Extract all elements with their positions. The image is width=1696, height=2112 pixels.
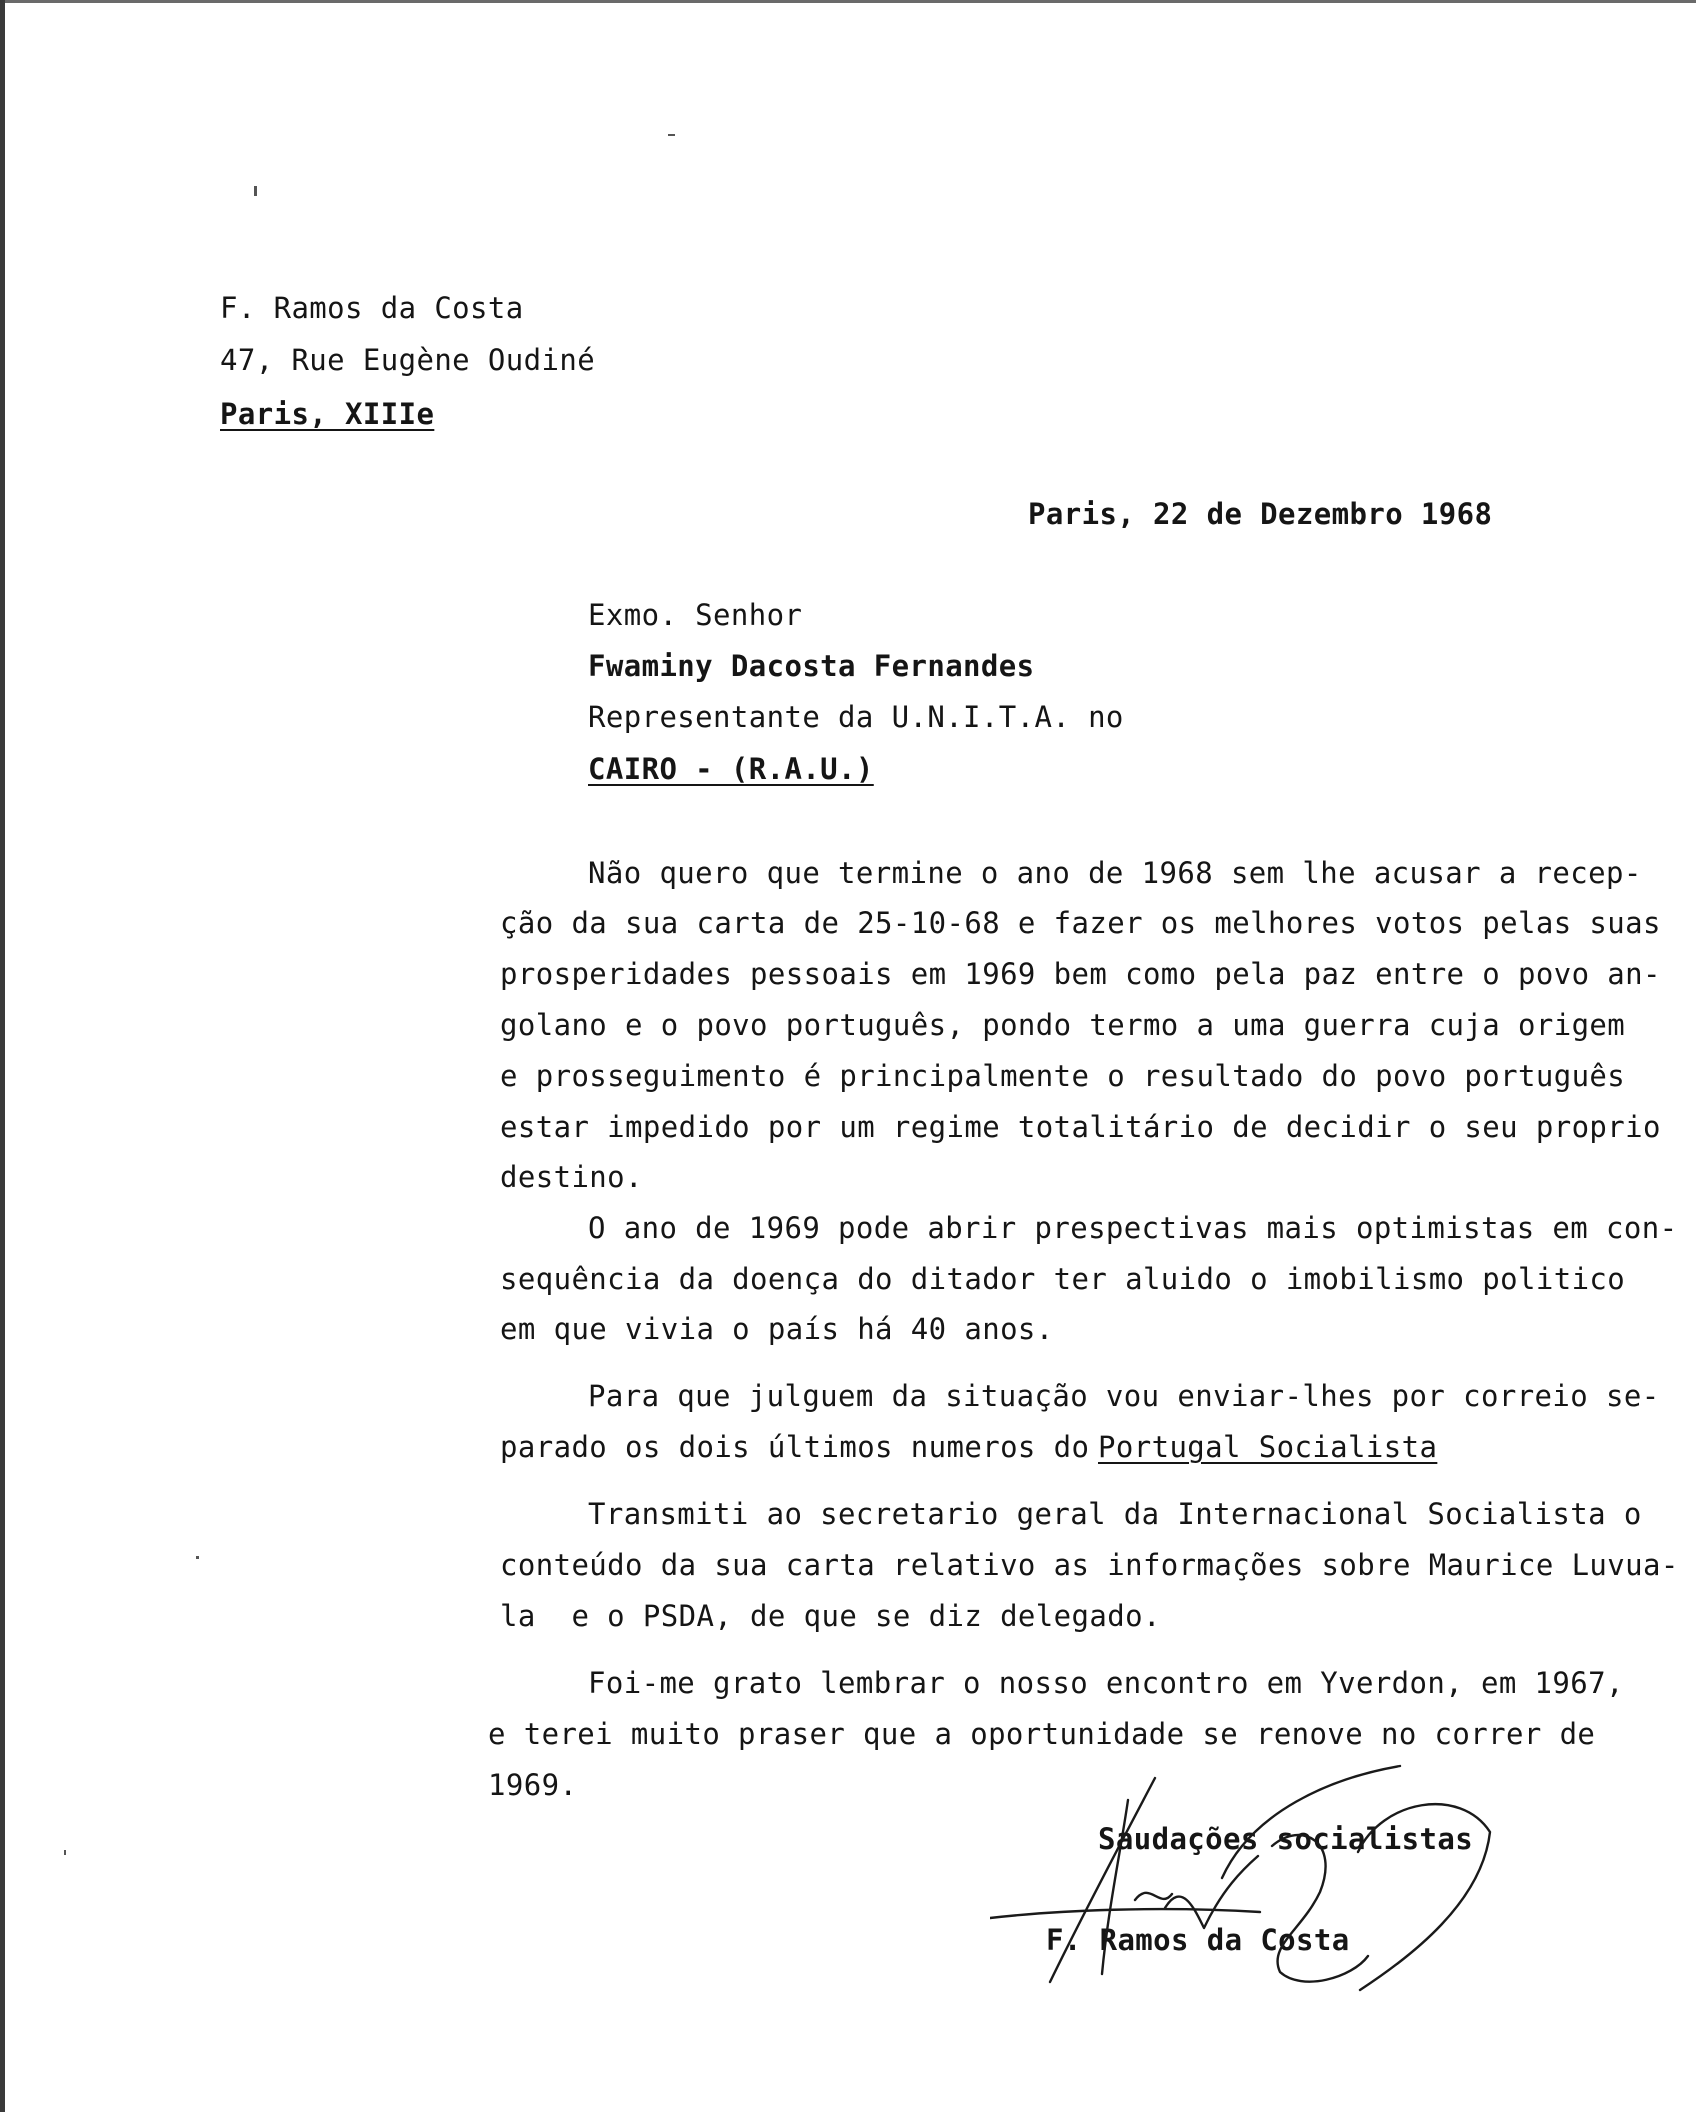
body-line: destino. (500, 1160, 643, 1194)
closing-line: Saudações socialistas (1098, 1822, 1474, 1856)
body-line: parado os dois últimos numeros do (500, 1430, 1090, 1464)
body-line: em que vivia o país há 40 anos. (500, 1312, 1054, 1346)
scan-speck (668, 134, 675, 136)
recipient-salutation: Exmo. Senhor (588, 598, 803, 632)
publication-title: Portugal Socialista (1098, 1430, 1438, 1464)
body-line: e terei muito praser que a oportunidade se renove no correr de (488, 1717, 1596, 1751)
page-edge-left (0, 0, 5, 2112)
sender-name: F. Ramos da Costa (220, 291, 524, 325)
body-line: O ano de 1969 pode abrir prespectivas mais optimistas em con- (588, 1211, 1678, 1245)
sender-city: Paris, XIIIe (220, 397, 435, 431)
signature-name: F. Ramos da Costa (1046, 1923, 1350, 1957)
body-line: la e o PSDA, de que se diz delegado. (500, 1599, 1161, 1633)
body-line: conteúdo da sua carta relativo as informações sobre Maurice Luvua- (500, 1548, 1679, 1582)
body-line: golano e o povo português, pondo termo a uma guerra cuja origem (500, 1008, 1626, 1042)
body-line: estar impedido por um regime totalitário de decidir o seu proprio (500, 1110, 1661, 1144)
scan-speck (196, 1556, 199, 1559)
scan-speck (64, 1850, 66, 1855)
body-line: prosperidades pessoais em 1969 bem como pela paz entre o povo an- (500, 957, 1661, 991)
body-line: ção da sua carta de 25-10-68 e fazer os melhores votos pelas suas (500, 906, 1661, 940)
body-line: e prosseguimento é principalmente o resultado do povo português (500, 1059, 1626, 1093)
handwritten-signature (990, 1760, 1510, 2000)
body-line: Para que julguem da situação vou enviar-lhes por correio se- (588, 1379, 1660, 1413)
body-line: 1969. (488, 1768, 578, 1802)
body-line: sequência da doença do ditador ter aluido o imobilismo politico (500, 1262, 1626, 1296)
sender-street: 47, Rue Eugène Oudiné (220, 343, 596, 377)
body-line: Transmiti ao secretario geral da Internacional Socialista o (588, 1497, 1642, 1531)
body-line: Foi-me grato lembrar o nosso encontro em Yverdon, em 1967, (588, 1666, 1624, 1700)
recipient-name: Fwaminy Dacosta Fernandes (588, 649, 1035, 683)
page-edge-top (0, 0, 1696, 3)
recipient-role: Representante da U.N.I.T.A. no (588, 700, 1124, 734)
recipient-location: CAIRO - (R.A.U.) (588, 752, 874, 786)
body-line: Não quero que termine o ano de 1968 sem lhe acusar a recep- (588, 856, 1642, 890)
letter-date: Paris, 22 de Dezembro 1968 (1028, 497, 1493, 531)
scan-speck (254, 186, 257, 196)
